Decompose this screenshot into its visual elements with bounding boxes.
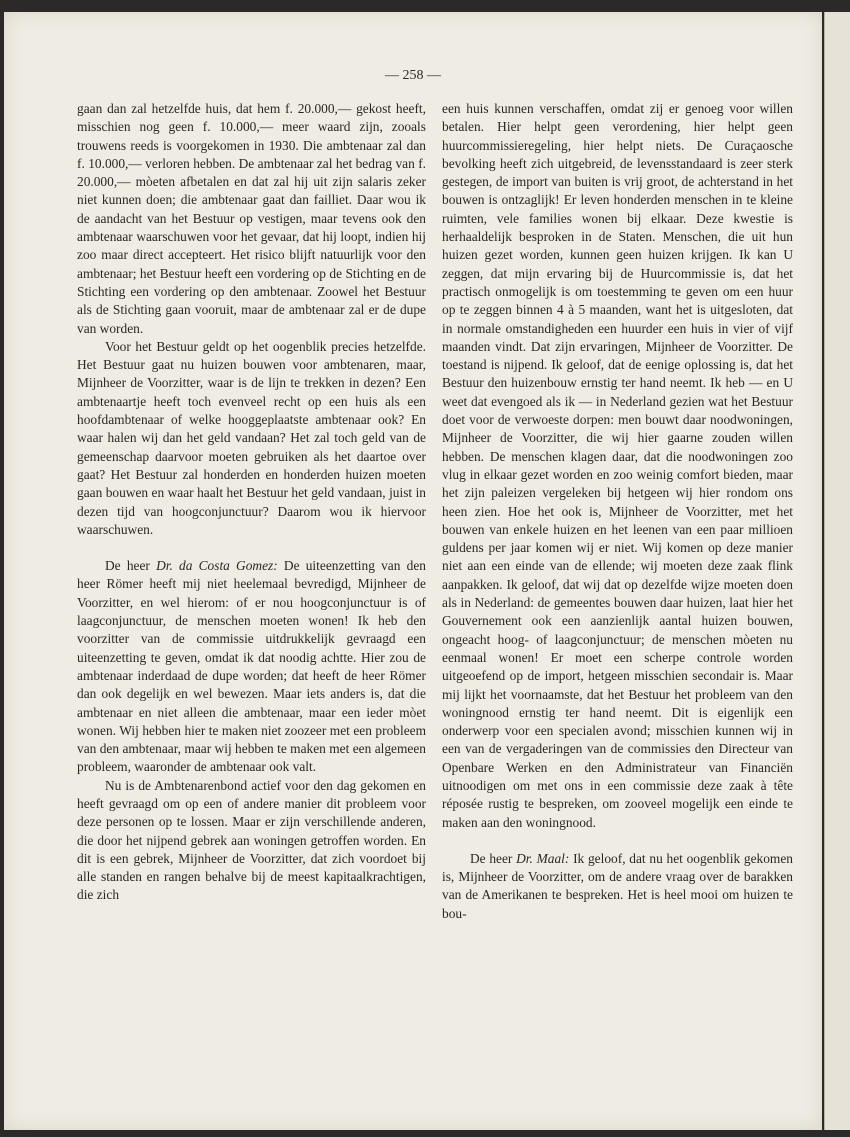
speaker-name: Dr. Maal: [516,850,570,866]
speaker-text: De uiteenzetting van den heer Römer heeft mij niet heelemaal bevredigd, Mijnheer de Voorzitter, en wel hierom: of er nou hoogconjunctuur is of laagconjunctuur, de menschen moeten wonen! Ik heb den voorzitter van de commissie uitdrukkelijk gevraagd een uiteenzetting te geven, omdat ik dat noodig achtte. Hier zou de ambtenaar inderdaad de dupe worden; dat heeft de heer Römer dan ook degelijk en wel bewezen. Maar iets anders is, dat die ambtenaar en niet alleen die ambtenaar, maar een ieder mòet wonen. Wij hebben hier te maken niet zoozeer met een probleem van den ambtenaar, maar wij hebben te maken met een algemeen probleem, waaronder de ambtenaar ook valt. [77,558,426,775]
right-paragraph-1: een huis kunnen verschaffen, omdat zij er genoeg voor willen betalen. Hier helpt geen verordening, hier helpt geen huurcommissieregeling, hier helpt niets. De Curaçaosche bevolking heeft zich uitgebreid, de levensstandaard is zeer sterk gestegen, de import van buiten is vrij groot, de achterstand in het bouwen is ontzaglijk! Er leven honderden menschen in te kleine ruimten, vele families wonen bij elkaar. Deze kwestie is herhaaldelijk besproken in de Staten. Menschen, die uit hun huizen gezet worden, kunnen geen huizen krijgen. Ik kan U zeggen, dat mijn ervaring bij de Huurcommissie is, dat het practisch onmogelijk is om toestemming te geven om een huur op te zeggen binnen 4 à 5 maanden, want het is uitgesloten, dat in normale omstandigheden een huurder een huis in vier of vijf maanden vindt. Dat zijn ervaringen, Mijnheer de Voorzitter. De toestand is nijpend. Ik geloof, dat de eenige oplossing is, dat het Bestuur den huizenbouw ernstig ter hand neemt. Ik heb — en U weet dat evengoed als ik — in Nederland gezien wat het Bestuur doet voor de verwoeste dorpen: men bouwt daar noodwoningen, Mijnheer de Voorzitter, die wij hier gaarne zouden willen hebben. De menschen klagen daar, dat die noodwoningen zoo vlug in elkaar gezet worden en zoo weinig comfort bieden, maar het zijn paleizen vergeleken bij hetgeen wij hier rondom ons heen zien. Hoe het ook is, Mijnheer de Voorzitter, met het bouwen van enkele huizen en het leenen van een paar millioen guldens per jaar komen wij er niet. Wij komen op deze manier niet aan een einde van de ellende; wij moeten deze zaak flink aanpakken. Ik geloof, dat wij dat op dezelfde wijze moeten doen als in Nederland: de gemeentes bouwen daar huizen, laat hier het Gouvernement ook een aanzienlijk aantal huizen bouwen, ongeacht hoog- of laagconjunctuur; de menschen mòeten nu eenmaal wonen! Er moet een scherpe controle worden uitgeoefend op de import, hetgeen misschien secondair is. Maar mij lijkt het voornaamste, dat het Bestuur het probleem van den woningnood ernstig ter hand neemt. Dit is eigenlijk een onderwerp voor een specialen avond; misschien kunnen wij in een van de vergaderingen van de commissies den Directeur van Openbare Werken en den Administrateur van Financiën uitnoodigen om met ons in een commissie deze zaak à tête réposée rustig te bespreken, om zooveel mogelijk een einde te maken aan den woningnood. [442,101,793,830]
adjacent-page-edge [824,12,850,1130]
speaker-name: Dr. da Costa Gomez: [156,558,278,574]
speaker-prefix: De heer [105,558,157,574]
speaker-prefix: De heer [470,850,517,866]
left-paragraph-4: Nu is de Ambtenarenbond actief voor den dag gekomen en heeft gevraagd om op een of andere manier dit probleem voor deze personen op te lossen. Maar er zijn verschillende anderen, die door het nijpend gebrek aan woningen getroffen worden. En dit is een gebrek, Mijnheer de Voorzitter, dat zich voordoet bij alle standen en rangen behalve bij de meest kapitaalkrachtigen, die zich [77,777,426,903]
speaker-text: Ik geloof, dat nu het oogenblik gekomen is, Mijnheer de Voorzitter, om de andere vraag over de barakken van de Amerikanen te bespreken. Het is heel mooi om huizen te bou- [442,850,793,921]
left-column [77,100,426,905]
left-paragraph-2: Voor het Bestuur geldt op het oogenblik precies hetzelfde. Het Bestuur gaat nu huizen bouwen voor ambtenaren, maar, Mijnheer de Voorzitter, waar is de lijn te trekken in dezen? Een ambtenaartje heeft toch evenveel recht op een huis als een hoofdambtenaar of welke hooggeplaatste ambtenaar ook? En waar halen wij dan het geld vandaan? Het zal toch geld van de gemeenschap daarvoor moeten gebruiken als het daartoe over gaat? Het Bestuur zal honderden en honderden huizen moeten gaan bouwen en waar haalt het Bestuur het geld vandaan, juist in dezen tijd van hoogconjunctuur? Daarom wou ik hiervoor waarschuwen. [77,338,426,537]
page-number: — 258 — [385,68,441,83]
left-paragraph-3 [77,557,426,777]
left-paragraph-1: gaan dan zal hetzelfde huis, dat hem f. 20.000,— gekost heeft, misschien nog geen f. 10.000,— meer waard zijn, zooals trouwens reeds is voorgekomen in 1930. Die ambtenaar zal dan f. 10.000,— verloren hebben. De ambtenaar zal het bedrag van f. 20.000,— mòeten afbetalen en dat zal hij uit zijn salaris zeker niet kunnen doen; die ambtenaar gaat dan failliet. Daar wou ik de aandacht van het Bestuur op vestigen, maar tevens ook den ambtenaar waarschuwen voor het gevaar, dat hij loopt, indien hij zoo maar direct accepteert. Het risico blijft natuurlijk voor den ambtenaar; het Bestuur heeft een vordering op de Stichting en de Stichting een vordering op den ambtenaar. Zoowel het Bestuur als de Stichting gaan vooruit, maar de ambtenaar zal er de dupe van worden. [77,101,426,336]
document-page [4,12,822,1130]
right-column [442,100,793,923]
right-paragraph-2 [442,850,793,923]
